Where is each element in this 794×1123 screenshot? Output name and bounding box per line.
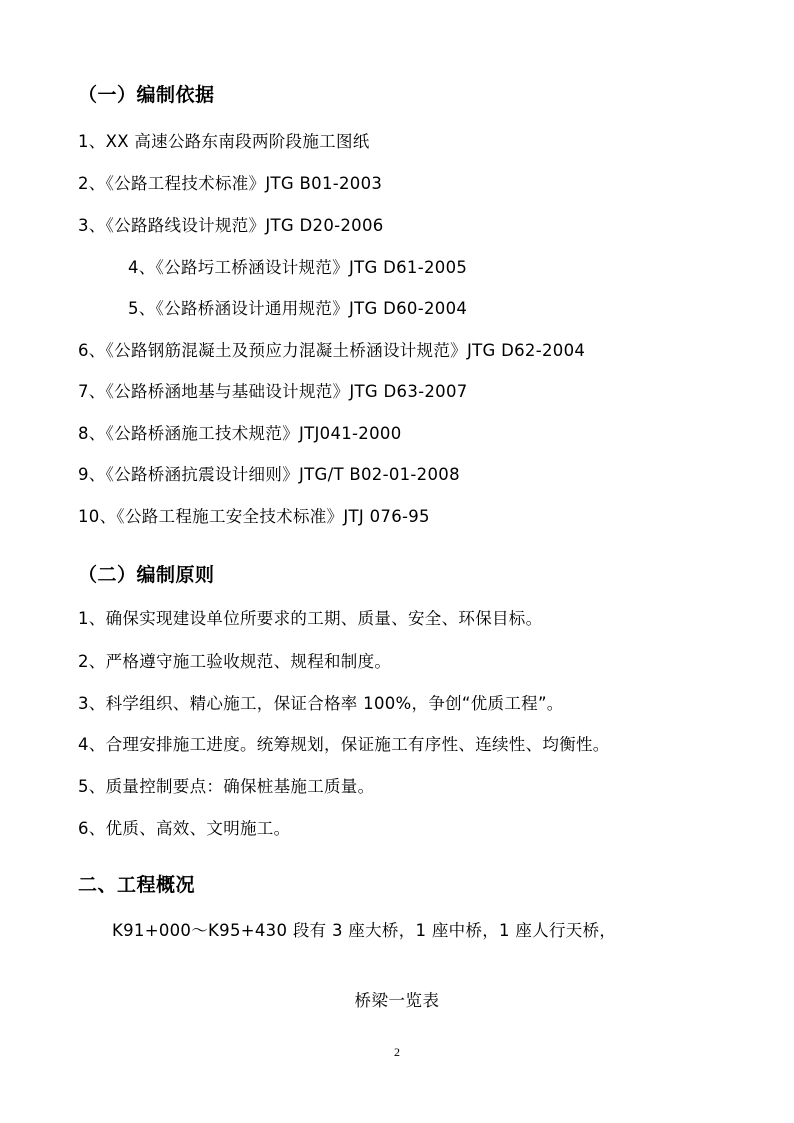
page-number: 2 — [394, 1045, 400, 1059]
principle-item: 2、严格遵守施工验收规范、规程和制度。 — [78, 652, 392, 671]
basis-item: 7、《公路桥涵地基与基础设计规范》JTG D63-2007 — [78, 382, 468, 401]
basis-item: 1、XX 高速公路东南段两阶段施工图纸 — [78, 132, 370, 151]
section-heading-overview: 二、工程概况 — [78, 874, 196, 896]
principle-item: 6、优质、高效、文明施工。 — [78, 819, 291, 838]
basis-item: 6、《公路钢筋混凝土及预应力混凝土桥涵设计规范》JTG D62-2004 — [78, 341, 586, 360]
principle-item: 3、科学组织、精心施工，保证合格率 100%，争创“优质工程”。 — [78, 694, 564, 713]
basis-item: 3、《公路路线设计规范》JTG D20-2006 — [78, 216, 384, 235]
basis-item: 4、《公路圬工桥涵设计规范》JTG D61-2005 — [128, 258, 468, 277]
overview-paragraph: K91+000～K95+430 段有 3 座大桥，1 座中桥，1 座人行天桥， — [112, 921, 617, 940]
section-heading-principles: （二）编制原则 — [78, 564, 215, 586]
basis-item: 8、《公路桥涵施工技术规范》JTJ041-2000 — [78, 424, 402, 443]
basis-item: 5、《公路桥涵设计通用规范》JTG D60-2004 — [128, 299, 468, 318]
basis-item: 2、《公路工程技术标准》JTG B01-2003 — [78, 174, 383, 193]
principle-item: 1、确保实现建设单位所要求的工期、质量、安全、环保目标。 — [78, 609, 543, 628]
principle-item: 5、质量控制要点：确保桩基施工质量。 — [78, 777, 375, 796]
basis-item: 9、《公路桥涵抗震设计细则》JTG/T B02-01-2008 — [78, 465, 460, 484]
principle-item: 4、合理安排施工进度。统筹规划，保证施工有序性、连续性、均衡性。 — [78, 735, 610, 754]
table-caption: 桥梁一览表 — [354, 991, 440, 1010]
section-heading-basis: （一）编制依据 — [78, 84, 215, 106]
basis-item: 10、《公路工程施工安全技术标准》JTJ 076-95 — [78, 507, 430, 526]
